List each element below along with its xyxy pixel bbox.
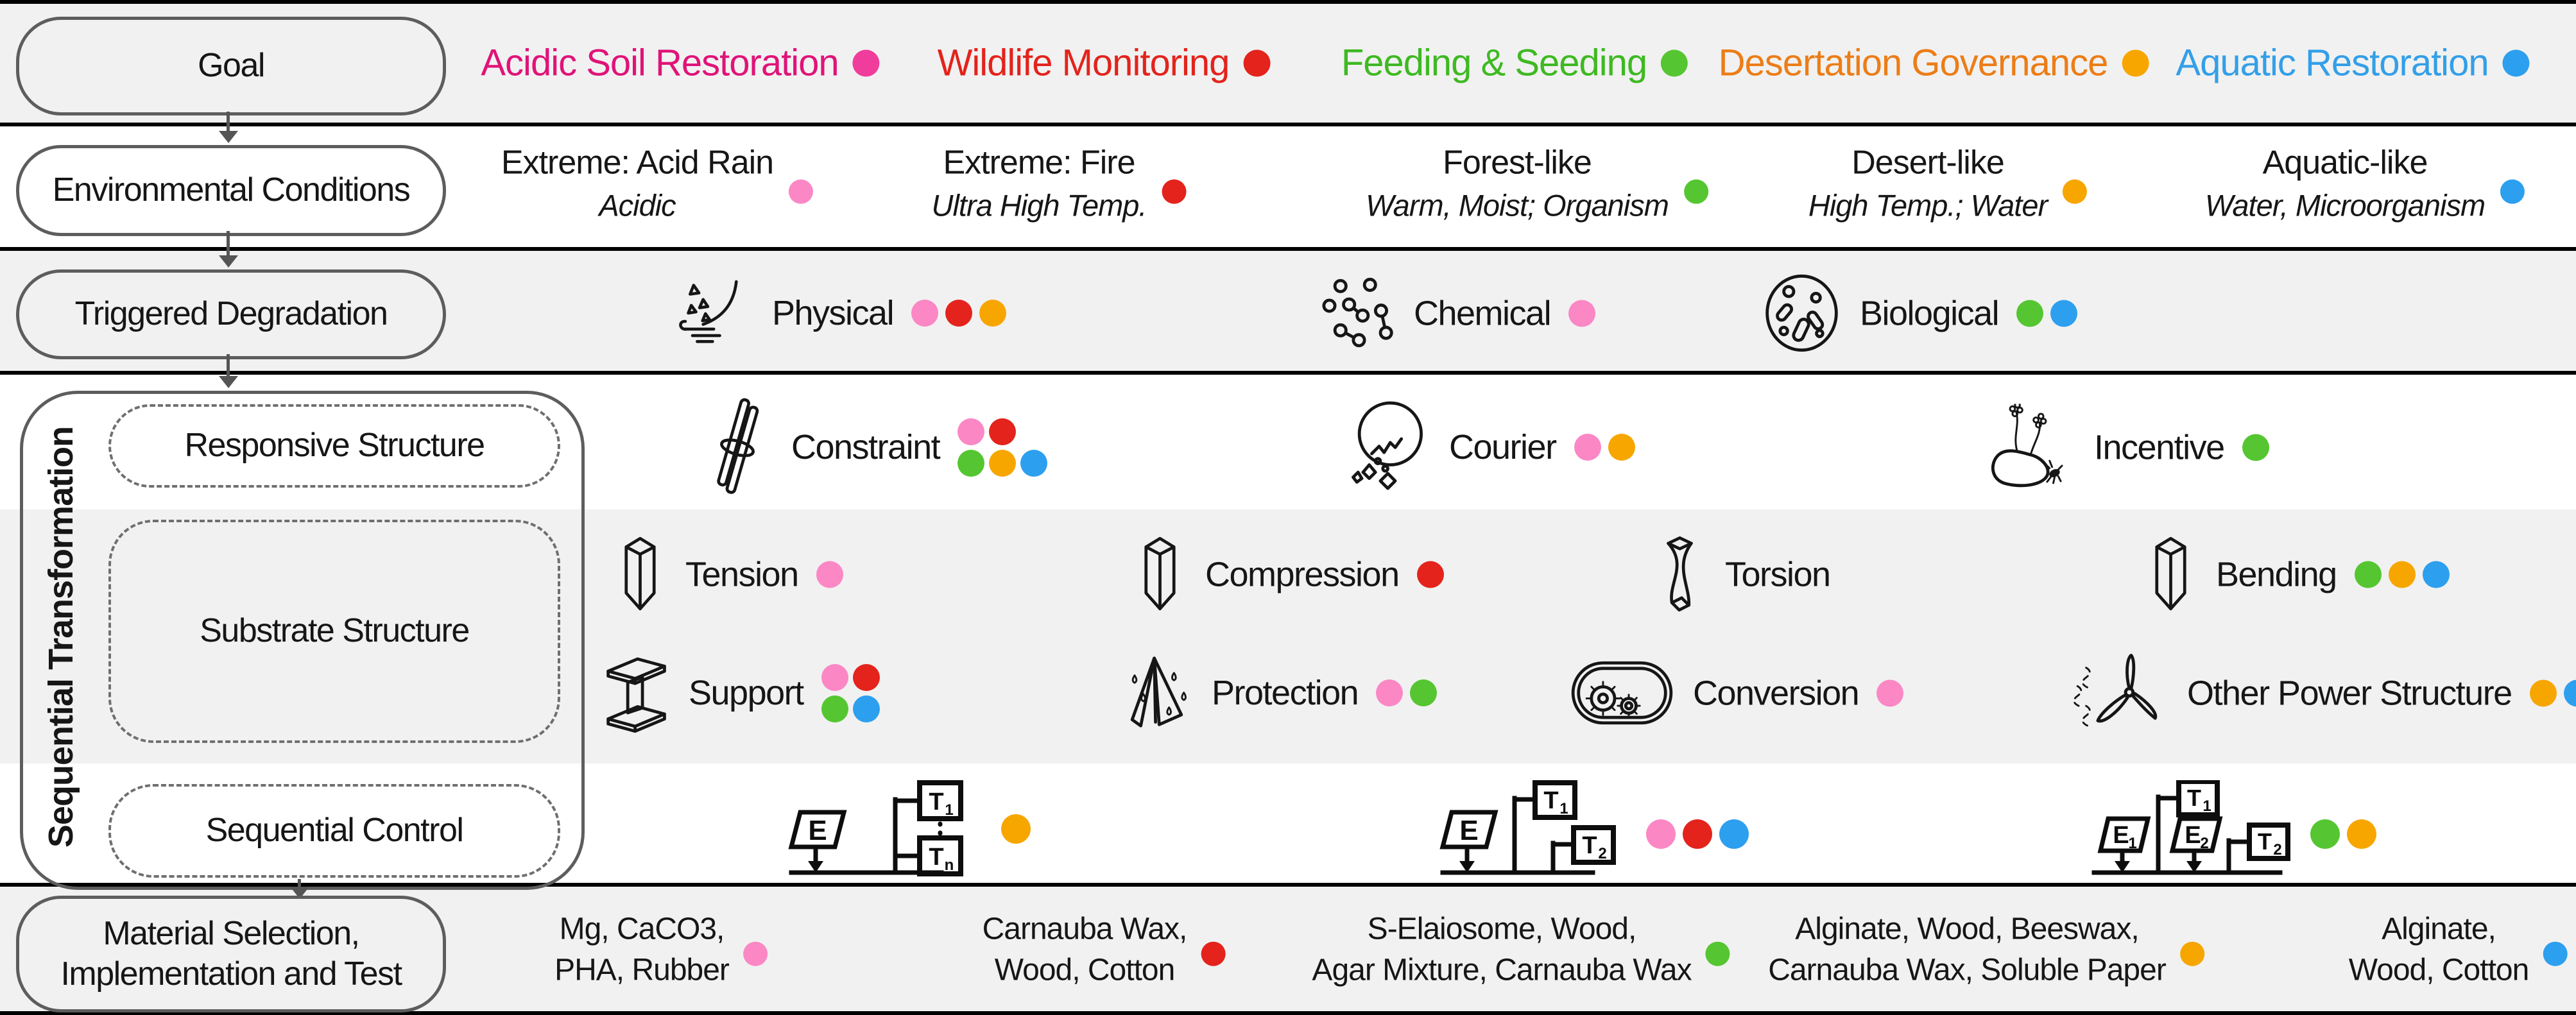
task-label: T: [929, 789, 944, 815]
material-dots: [2180, 942, 2204, 966]
substrate-label: Torsion: [1725, 555, 1830, 593]
pink-dot: [1568, 300, 1595, 327]
red-dot: [1243, 49, 1270, 76]
degradation-label: Biological: [1860, 294, 1999, 332]
env-item-forest: [1366, 141, 1708, 226]
red-dot: [1683, 819, 1712, 849]
material-text: [1312, 909, 1691, 992]
material-line1: Mg, CaCO3,: [559, 912, 725, 946]
material-selection-label-line2: Implementation and Test: [60, 955, 402, 993]
goal-dots: [1661, 49, 1688, 76]
env-dots: [1684, 180, 1708, 204]
control-diagram-single-event-multi-task: [786, 780, 985, 876]
blue-dot: [2503, 49, 2530, 76]
responsive-dots: [957, 418, 1047, 477]
material-dots: [743, 942, 768, 966]
material-item-aquatic: [2349, 909, 2568, 992]
substrate-dots: [816, 561, 843, 588]
tent-rain-icon: [1120, 654, 1194, 731]
dot-row: [821, 695, 880, 722]
goal-label: Desertation Governance: [1718, 42, 2108, 84]
responsive-structure-label: Responsive Structure: [184, 427, 485, 465]
molecule-icon: [1322, 277, 1396, 350]
substrate-dots: [2530, 679, 2576, 706]
i-beam-icon: [603, 651, 671, 735]
orange-dot: [2530, 679, 2557, 706]
control-diagram-two-tasks: [1438, 780, 1636, 876]
env-item-desert: [1808, 141, 2087, 226]
orange-dot: [2347, 819, 2376, 849]
material-text: [2349, 909, 2529, 992]
green-dot: [1661, 49, 1688, 76]
green-dot: [1410, 679, 1437, 706]
green-dot: [957, 450, 984, 477]
env-dots: [789, 180, 813, 204]
red-dot: [1162, 180, 1186, 204]
substrate-dots: [1876, 679, 1903, 706]
env-line1: Extreme: Acid Rain: [501, 144, 774, 182]
material-selection-label-line1: Material Selection,: [103, 914, 359, 952]
material-selection-box: [16, 896, 446, 1012]
red-dot: [853, 664, 880, 691]
goal-dots: [2122, 49, 2149, 76]
red-dot: [945, 300, 972, 327]
orange-dot: [2180, 942, 2204, 966]
event-label: E: [1459, 815, 1479, 846]
task-subscript: 1: [1559, 800, 1568, 817]
goal-item-wildlife: [938, 42, 1271, 85]
env-item-fire: [932, 141, 1187, 226]
responsive-label: Courier: [1449, 428, 1556, 466]
blue-dot: [853, 695, 880, 722]
goal-dots: [853, 49, 880, 76]
substrate-item-conversion: [1569, 660, 1903, 727]
pink-dot: [1876, 679, 1903, 706]
substrate-label: Support: [689, 674, 803, 712]
responsive-label: Constraint: [791, 428, 940, 466]
responsive-item-constraint: [706, 396, 1047, 499]
substrate-label: Protection: [1212, 674, 1359, 712]
material-line2: PHA, Rubber: [554, 953, 729, 987]
substrate-item-protection: [1120, 654, 1437, 731]
task-subscript: 1: [945, 801, 954, 819]
dot-row: [957, 418, 1016, 445]
substrate-item-tension: [613, 534, 843, 615]
env-dots: [2500, 180, 2525, 204]
blue-dot: [1020, 450, 1047, 477]
goal-item-desertation: [1719, 42, 2149, 85]
environmental-conditions-label: Environmental Conditions: [52, 171, 410, 209]
env-text: [1366, 141, 1669, 226]
blue-dot: [2543, 942, 2567, 966]
substrate-structure-label: Substrate Structure: [200, 612, 469, 650]
substrate-item-torsion: [1653, 534, 1848, 615]
pink-dot: [789, 180, 813, 204]
goal-label: Acidic Soil Restoration: [481, 42, 839, 84]
green-dot: [2242, 434, 2269, 461]
material-line1: Carnauba Wax,: [982, 912, 1187, 946]
twisted-prism-icon: [1653, 534, 1707, 615]
substrate-label: Bending: [2216, 555, 2337, 593]
material-line2: Agar Mixture, Carnauba Wax: [1312, 953, 1692, 987]
degradation-label: Physical: [772, 294, 894, 332]
goal-box-label: Goal: [198, 47, 264, 85]
green-dot: [2355, 561, 2382, 588]
event-label: E: [808, 815, 827, 846]
substrate-label: Conversion: [1693, 674, 1859, 712]
env-line2: High Temp.; Water: [1808, 188, 2048, 223]
blue-dot: [1719, 819, 1749, 849]
task-label: T: [2258, 828, 2272, 855]
goal-label: Feeding & Seeding: [1341, 42, 1647, 84]
goal-label: Aquatic Restoration: [2176, 42, 2489, 84]
arrow-env-to-deg: [227, 231, 230, 257]
prism-icon: [2143, 534, 2198, 615]
env-line1: Desert-like: [1851, 144, 2004, 182]
prism-icon: [613, 534, 667, 615]
red-dot: [1201, 942, 1225, 966]
dot-row: [957, 450, 1047, 477]
env-line1: Extreme: Fire: [943, 144, 1135, 182]
red-dot: [989, 418, 1016, 445]
substrate-structure-box: [108, 520, 560, 743]
substrate-item-support: [603, 651, 880, 735]
event-label: E: [2113, 822, 2129, 849]
task-label: T: [1543, 787, 1559, 814]
sequential-control-box: [108, 784, 560, 878]
event-subscript: 1: [2128, 835, 2137, 852]
task-subscript: n: [944, 857, 954, 874]
material-item-feeding: [1312, 909, 1730, 992]
substrate-label: Tension: [685, 555, 798, 593]
material-line2: Wood, Cotton: [2348, 953, 2529, 987]
degradation-label: Chemical: [1414, 294, 1551, 332]
deep-pink-dot: [853, 49, 880, 76]
divider-goal-env: [0, 123, 2576, 126]
pink-dot: [957, 418, 984, 445]
microbe-dish-icon: [1762, 273, 1842, 354]
pink-dot: [1376, 679, 1403, 706]
pink-dot: [911, 300, 938, 327]
wind-erosion-icon: [677, 278, 754, 348]
goal-box: [16, 17, 446, 115]
arrow-goal-to-env: [227, 112, 230, 132]
responsive-item-incentive: [1980, 404, 2269, 491]
responsive-structure-box: [108, 404, 560, 488]
env-text: [932, 141, 1147, 226]
pink-dot: [1574, 434, 1601, 461]
goal-label: Wildlife Monitoring: [937, 42, 1230, 84]
blue-dot: [2564, 679, 2576, 706]
material-dots: [2543, 942, 2567, 966]
substrate-dots: [821, 664, 880, 722]
material-line1: Alginate,: [2382, 912, 2496, 946]
seed-bag-icon: [1980, 404, 2076, 491]
goal-dots: [1243, 49, 1270, 76]
substrate-item-compression: [1133, 534, 1444, 615]
task-subscript: 1: [2202, 798, 2211, 815]
bundled-rods-icon: [706, 396, 773, 499]
env-item-aquatic: [2205, 141, 2525, 226]
orange-dot: [1001, 814, 1031, 844]
substrate-label: Other Power Structure: [2187, 674, 2512, 712]
blue-dot: [2423, 561, 2450, 588]
triggered-degradation-label: Triggered Degradation: [74, 295, 388, 333]
triggered-degradation-box: [16, 269, 446, 359]
material-line2: Wood, Cotton: [994, 953, 1175, 987]
material-item-wildlife: [983, 909, 1226, 992]
material-item-desertation: [1768, 909, 2204, 992]
material-text: [1768, 909, 2166, 992]
pink-dot: [743, 942, 768, 966]
arrow-deg-to-seq: [227, 354, 230, 377]
green-dot: [2310, 819, 2340, 849]
goal-item-aquatic: [2176, 42, 2529, 85]
pink-dot: [1646, 819, 1676, 849]
event-label: E: [2185, 822, 2201, 849]
env-line2: Ultra High Temp.: [931, 188, 1147, 223]
substrate-item-bending: [2143, 534, 2450, 615]
orange-dot: [1608, 434, 1635, 461]
control-dots-2: [1646, 819, 1749, 849]
control-dots-3: [2310, 819, 2376, 849]
env-line1: Aquatic-like: [2262, 144, 2428, 182]
divider-top: [0, 0, 2576, 4]
substrate-dots: [1417, 561, 1444, 588]
orange-dot: [2063, 180, 2087, 204]
red-dot: [1417, 561, 1444, 588]
env-line2: Acidic: [599, 188, 676, 223]
degradation-item-physical: [677, 278, 1006, 348]
green-dot: [2016, 300, 2043, 327]
prism-icon: [1133, 534, 1187, 615]
green-dot: [1706, 942, 1730, 966]
task-label: T: [2187, 785, 2201, 811]
substrate-item-other-power: [2070, 653, 2576, 733]
control-diagram-two-events: [2089, 780, 2301, 876]
material-text: [554, 909, 729, 992]
sequential-transformation-label: Sequential Transformation: [42, 426, 80, 848]
material-text: [983, 909, 1187, 992]
material-line2: Carnauba Wax, Soluble Paper: [1768, 953, 2166, 987]
environmental-conditions-box: [16, 145, 446, 236]
gear-capsule-icon: [1569, 660, 1675, 727]
task-label: T: [1582, 832, 1597, 859]
arrow-seq-to-mat: [298, 879, 301, 888]
divider-env-deg: [0, 247, 2576, 251]
env-line1: Forest-like: [1443, 144, 1592, 182]
orange-dot: [2122, 49, 2149, 76]
dot-row: [821, 664, 880, 691]
event-subscript: 2: [2200, 835, 2209, 852]
goal-dots: [2503, 49, 2530, 76]
goal-item-feeding: [1341, 42, 1688, 85]
sequential-control-label: Sequential Control: [205, 812, 463, 849]
task-subscript: 2: [2273, 841, 2282, 858]
goal-item-acidic-soil: [481, 42, 879, 85]
env-line2: Warm, Moist; Organism: [1366, 188, 1669, 223]
dissolving-sphere-icon: [1344, 399, 1431, 495]
env-line2: Water, Microorganism: [2204, 188, 2486, 223]
task-subscript: 2: [1598, 845, 1607, 862]
material-dots: [1201, 942, 1225, 966]
degradation-dots: [2016, 300, 2077, 327]
env-item-acid-rain: [501, 141, 813, 226]
green-dot: [1684, 180, 1708, 204]
wind-turbine-icon: [2070, 653, 2169, 733]
degradation-item-chemical: [1322, 277, 1595, 350]
material-item-acidic: [554, 909, 768, 992]
env-dots: [2063, 180, 2087, 204]
degradation-dots: [1568, 300, 1595, 327]
task-label: T: [929, 844, 944, 871]
env-text: [501, 141, 773, 226]
env-dots: [1162, 180, 1186, 204]
control-dots-1: [1001, 814, 1031, 844]
substrate-label: Compression: [1205, 555, 1399, 593]
divider-deg-seq: [0, 371, 2576, 375]
substrate-dots: [1376, 679, 1437, 706]
substrate-dots: [2355, 561, 2450, 588]
pink-dot: [816, 561, 843, 588]
material-dots: [1706, 942, 1730, 966]
orange-dot: [979, 300, 1006, 327]
material-line1: Alginate, Wood, Beeswax,: [1795, 912, 2139, 946]
env-text: [2205, 141, 2485, 226]
responsive-dots: [2242, 434, 2269, 461]
orange-dot: [2389, 561, 2416, 588]
responsive-item-courier: [1344, 399, 1635, 495]
orange-dot: [989, 450, 1016, 477]
blue-dot: [2050, 300, 2077, 327]
degradation-dots: [911, 300, 1006, 327]
green-dot: [821, 695, 848, 722]
material-line1: S-Elaiosome, Wood,: [1367, 912, 1636, 946]
pink-dot: [821, 664, 848, 691]
env-text: [1808, 141, 2047, 226]
degradation-item-biological: [1762, 273, 2077, 354]
responsive-dots: [1574, 434, 1635, 461]
blue-dot: [2500, 180, 2525, 204]
responsive-label: Incentive: [2094, 428, 2224, 466]
